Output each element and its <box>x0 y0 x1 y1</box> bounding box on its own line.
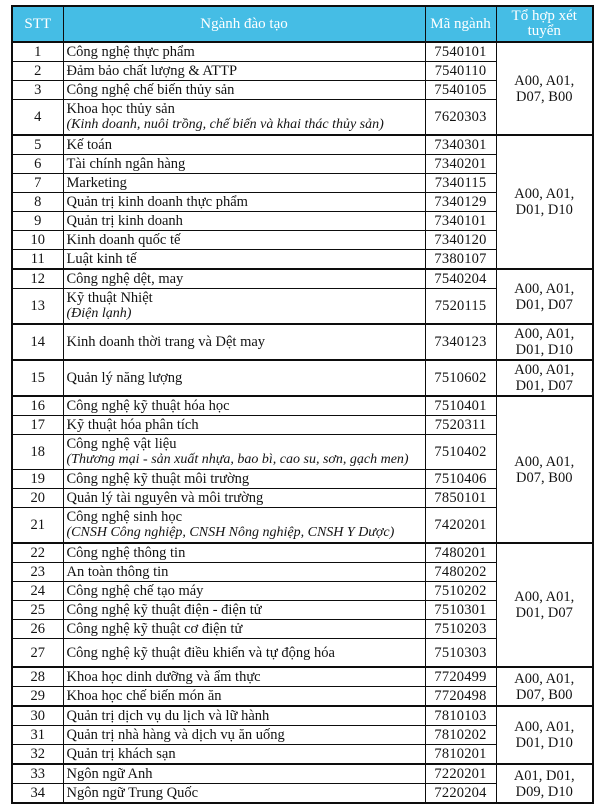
header-combination: Tổ hợp xét tuyển <box>496 6 593 42</box>
major-name-cell <box>63 489 425 508</box>
stt-cell: 30 <box>12 706 63 726</box>
major-name-cell <box>63 416 425 435</box>
major-code-cell: 7620303 <box>425 100 496 136</box>
stt-cell: 5 <box>12 135 63 155</box>
stt-cell: 4 <box>12 100 63 136</box>
major-code-cell: 7810103 <box>425 706 496 726</box>
major-name-cell <box>63 289 425 325</box>
major-code-cell: 7220201 <box>425 764 496 784</box>
combination-line: A00, A01, <box>514 670 575 687</box>
major-name-cell <box>63 435 425 470</box>
major-name-cell <box>63 784 425 804</box>
major-name-cell <box>63 135 425 155</box>
combination-line: D07, B00 <box>516 88 573 105</box>
major-name-cell <box>63 543 425 563</box>
major-code-cell: 7810201 <box>425 745 496 765</box>
major-code-cell: 7340201 <box>425 155 496 174</box>
combination-cell <box>496 667 593 706</box>
header-major: Ngành đào tạo <box>63 6 425 42</box>
major-code-cell: 7480202 <box>425 563 496 582</box>
stt-cell: 32 <box>12 745 63 765</box>
stt-cell: 31 <box>12 726 63 745</box>
major-code-cell: 7340120 <box>425 231 496 250</box>
header-row <box>12 6 593 42</box>
combination-cell <box>496 42 593 135</box>
stt-cell: 25 <box>12 601 63 620</box>
major-name: Công nghệ kỹ thuật điện - điện tử <box>66 602 262 618</box>
major-name-cell <box>63 193 425 212</box>
major-name: Quản lý năng lượng <box>66 370 183 386</box>
stt-cell: 21 <box>12 508 63 544</box>
major-name: Công nghệ chế biến thủy sản <box>66 82 235 98</box>
major-name-cell <box>63 42 425 62</box>
stt-cell: 3 <box>12 81 63 100</box>
major-name: Quản trị kinh doanh thực phẩm <box>66 194 248 210</box>
stt-cell: 17 <box>12 416 63 435</box>
combination-line: A00, A01, <box>514 326 575 342</box>
major-name: An toàn thông tin <box>66 564 169 580</box>
stt-cell: 27 <box>12 639 63 668</box>
major-name-cell <box>63 81 425 100</box>
combination-line: D01, D07 <box>515 378 573 394</box>
stt-cell: 1 <box>12 42 63 62</box>
table-row <box>12 764 593 784</box>
major-code-cell: 7510401 <box>425 396 496 416</box>
major-name: Tài chính ngân hàng <box>66 156 186 172</box>
major-code-cell: 7540101 <box>425 42 496 62</box>
major-code-cell: 7340115 <box>425 174 496 193</box>
major-name-cell <box>63 174 425 193</box>
table-row <box>12 543 593 563</box>
major-name-cell <box>63 155 425 174</box>
major-code-cell: 7850101 <box>425 489 496 508</box>
major-name: Công nghệ kỹ thuật điều khiển và tự động hóa <box>66 644 335 661</box>
major-name: Công nghệ vật liệu <box>66 436 177 452</box>
combination-line: D09, D10 <box>515 783 573 800</box>
table-body <box>12 42 593 803</box>
major-name: Luật kinh tế <box>66 251 137 267</box>
major-name-cell <box>63 745 425 765</box>
stt-cell: 20 <box>12 489 63 508</box>
combination-line: D01, D10 <box>515 202 573 218</box>
stt-cell: 28 <box>12 667 63 687</box>
stt-cell: 6 <box>12 155 63 174</box>
stt-cell: 7 <box>12 174 63 193</box>
major-name: Công nghệ sinh học <box>66 509 183 525</box>
major-name-cell <box>63 667 425 687</box>
major-name: Marketing <box>66 175 127 191</box>
combination-cell <box>496 360 593 396</box>
combination-line: A00, A01, <box>514 186 575 202</box>
combination-cell <box>496 396 593 543</box>
stt-cell: 10 <box>12 231 63 250</box>
stt-cell: 19 <box>12 470 63 489</box>
major-name-cell <box>63 764 425 784</box>
major-name: Quản trị khách sạn <box>66 746 176 762</box>
stt-cell: 23 <box>12 563 63 582</box>
major-name-cell <box>63 360 425 396</box>
major-name: Công nghệ thông tin <box>66 545 186 561</box>
header-stt: STT <box>12 6 63 42</box>
combination-line: D01, D10 <box>515 342 573 358</box>
major-name: Kinh doanh thời trang và Dệt may <box>66 334 266 350</box>
major-name: Quản trị dịch vụ du lịch và lữ hành <box>66 708 270 724</box>
combination-cell <box>496 543 593 667</box>
major-code-cell: 7540204 <box>425 269 496 289</box>
major-subtitle: (CNSH Công nghiệp, CNSH Nông nghiệp, CNSH Y Dược) <box>66 525 395 540</box>
major-name-cell <box>63 639 425 668</box>
major-name-cell <box>63 212 425 231</box>
stt-cell: 29 <box>12 687 63 707</box>
major-name-cell <box>63 100 425 136</box>
major-code-cell: 7520311 <box>425 416 496 435</box>
table-row <box>12 135 593 155</box>
major-name: Khoa học chế biến món ăn <box>66 688 222 704</box>
major-name-cell <box>63 250 425 270</box>
major-name-cell <box>63 269 425 289</box>
major-subtitle: (Thương mại - sản xuất nhựa, bao bì, cao su, sơn, gạch men) <box>66 452 409 467</box>
table-row <box>12 667 593 687</box>
major-name-cell <box>63 582 425 601</box>
major-code-cell: 7340123 <box>425 324 496 360</box>
stt-cell: 15 <box>12 360 63 396</box>
combination-line: A00, A01, <box>514 589 575 605</box>
table-row <box>12 42 593 62</box>
stt-cell: 18 <box>12 435 63 470</box>
major-name: Khoa học dinh dưỡng và ẩm thực <box>66 669 261 685</box>
major-name: Công nghệ kỹ thuật môi trường <box>66 471 250 487</box>
major-code-cell: 7220204 <box>425 784 496 804</box>
combination-line: A00, A01, <box>514 719 575 735</box>
major-name-cell <box>63 62 425 81</box>
major-name: Công nghệ kỹ thuật hóa học <box>66 398 230 414</box>
stt-cell: 22 <box>12 543 63 563</box>
major-code-cell: 7340301 <box>425 135 496 155</box>
major-name: Ngôn ngữ Trung Quốc <box>66 785 199 801</box>
major-name-cell <box>63 508 425 544</box>
combination-line: D01, D10 <box>515 735 573 751</box>
major-name: Khoa học thủy sản <box>66 101 175 117</box>
combination-cell <box>496 764 593 803</box>
major-name: Công nghệ dệt, may <box>66 271 184 287</box>
major-code-cell: 7340101 <box>425 212 496 231</box>
table-row <box>12 269 593 289</box>
major-code-cell: 7510301 <box>425 601 496 620</box>
major-code-cell: 7540105 <box>425 81 496 100</box>
table-row <box>12 324 593 360</box>
stt-cell: 12 <box>12 269 63 289</box>
combination-line: D01, D07 <box>515 296 573 313</box>
major-name: Công nghệ chế tạo máy <box>66 583 204 599</box>
major-name: Ngôn ngữ Anh <box>66 766 153 782</box>
major-code-cell: 7720499 <box>425 667 496 687</box>
major-name-cell <box>63 470 425 489</box>
combination-line: A00, A01, <box>514 453 575 470</box>
stt-cell: 26 <box>12 620 63 639</box>
major-name-cell <box>63 687 425 707</box>
major-name-cell <box>63 706 425 726</box>
major-name-cell <box>63 396 425 416</box>
major-name: Kế toán <box>66 137 112 153</box>
major-code-cell: 7510602 <box>425 360 496 396</box>
major-code-cell: 7510402 <box>425 435 496 470</box>
major-code-cell: 7510406 <box>425 470 496 489</box>
table-row <box>12 706 593 726</box>
stt-cell: 24 <box>12 582 63 601</box>
combination-cell <box>496 269 593 324</box>
combination-cell <box>496 706 593 764</box>
combination-line: A00, A01, <box>514 280 575 297</box>
major-name: Đảm bảo chất lượng & ATTP <box>66 63 238 79</box>
major-code-cell: 7540110 <box>425 62 496 81</box>
stt-cell: 33 <box>12 764 63 784</box>
combination-cell <box>496 324 593 360</box>
stt-cell: 11 <box>12 250 63 270</box>
stt-cell: 8 <box>12 193 63 212</box>
major-subtitle: (Điện lạnh) <box>66 306 132 321</box>
combination-line: A01, D01, <box>513 767 575 784</box>
major-name-cell <box>63 231 425 250</box>
major-code-cell: 7380107 <box>425 250 496 270</box>
combination-line: D01, D07 <box>515 605 573 621</box>
major-name: Kỹ thuật hóa phân tích <box>66 417 199 433</box>
major-name: Kinh doanh quốc tế <box>66 232 181 248</box>
major-code-cell: 7340129 <box>425 193 496 212</box>
major-name: Quản trị nhà hàng và dịch vụ ăn uống <box>66 727 285 743</box>
major-name: Quản trị kinh doanh <box>66 213 183 229</box>
table-row <box>12 396 593 416</box>
major-name-cell <box>63 726 425 745</box>
major-code-cell: 7510202 <box>425 582 496 601</box>
combination-line: D07, B00 <box>516 686 573 703</box>
stt-cell: 13 <box>12 289 63 325</box>
major-code-cell: 7510203 <box>425 620 496 639</box>
table-row <box>12 360 593 396</box>
major-name-cell <box>63 563 425 582</box>
major-code-cell: 7520115 <box>425 289 496 325</box>
admissions-table <box>11 5 594 804</box>
major-name: Kỹ thuật Nhiệt <box>66 290 153 306</box>
major-name: Quản lý tài nguyên và môi trường <box>66 490 264 506</box>
stt-cell: 14 <box>12 324 63 360</box>
major-code-cell: 7720498 <box>425 687 496 707</box>
stt-cell: 34 <box>12 784 63 804</box>
table-header <box>12 6 593 42</box>
stt-cell: 2 <box>12 62 63 81</box>
major-code-cell: 7480201 <box>425 543 496 563</box>
major-code-cell: 7810202 <box>425 726 496 745</box>
header-code: Mã ngành <box>425 6 496 42</box>
combination-line: A00, A01, <box>514 362 575 378</box>
stt-cell: 9 <box>12 212 63 231</box>
major-name: Công nghệ kỹ thuật cơ điện tử <box>66 621 243 637</box>
major-code-cell: 7420201 <box>425 508 496 544</box>
combination-line: D07, B00 <box>516 469 573 486</box>
major-code-cell: 7510303 <box>425 639 496 668</box>
combination-cell <box>496 135 593 269</box>
major-name-cell <box>63 324 425 360</box>
stt-cell: 16 <box>12 396 63 416</box>
major-subtitle: (Kinh doanh, nuôi trồng, chế biến và khai thác thủy sản) <box>66 117 384 132</box>
major-name: Công nghệ thực phẩm <box>66 44 195 60</box>
combination-line: A00, A01, <box>514 72 575 89</box>
major-name-cell <box>63 620 425 639</box>
major-name-cell <box>63 601 425 620</box>
